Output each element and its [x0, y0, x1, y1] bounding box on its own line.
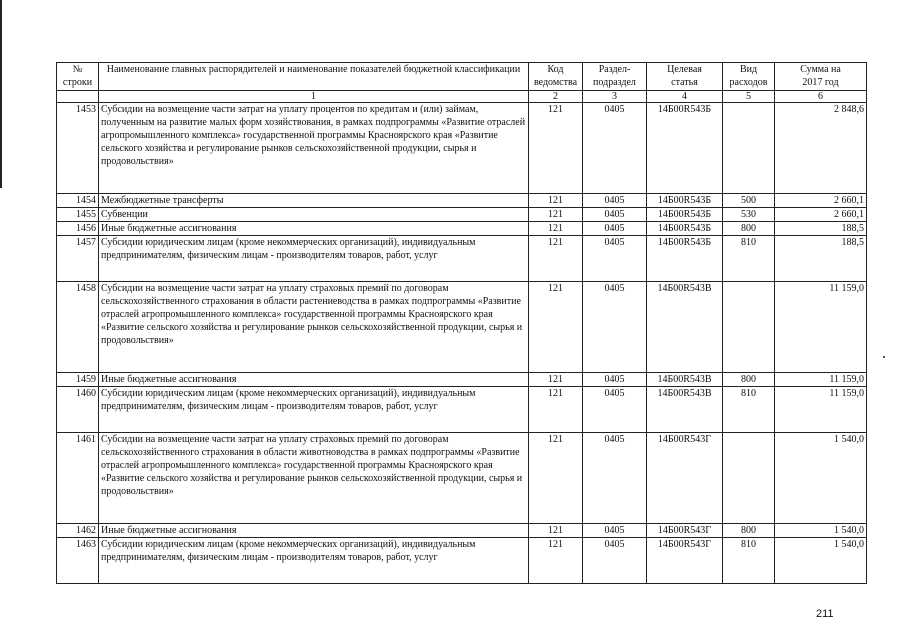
row-expense-type: 800 — [723, 222, 775, 236]
row-sum: 2 848,6 — [775, 103, 867, 194]
page-number: 211 — [816, 608, 834, 620]
table-row — [57, 524, 867, 538]
column-number: 3 — [583, 91, 647, 103]
row-section: 0405 — [583, 387, 647, 433]
row-number: 1457 — [57, 236, 99, 282]
row-section: 0405 — [583, 222, 647, 236]
row-sum: 11 159,0 — [775, 373, 867, 387]
table-row — [57, 433, 867, 524]
header-expense-type: Вид расходов — [723, 63, 775, 91]
row-department-code: 121 — [529, 282, 583, 373]
table-row — [57, 194, 867, 208]
row-target-item: 14Б00R543Г — [647, 538, 723, 584]
row-target-item: 14Б00R543В — [647, 387, 723, 433]
row-department-code: 121 — [529, 222, 583, 236]
header-sum: Сумма на 2017 год — [775, 63, 867, 91]
row-section: 0405 — [583, 236, 647, 282]
row-number: 1463 — [57, 538, 99, 584]
row-section: 0405 — [583, 194, 647, 208]
row-department-code: 121 — [529, 538, 583, 584]
row-target-item: 14Б00R543Г — [647, 524, 723, 538]
row-name: Иные бюджетные ассигнования — [99, 373, 529, 387]
row-expense-type — [723, 433, 775, 524]
scan-edge-mark — [0, 0, 2, 188]
row-department-code: 121 — [529, 103, 583, 194]
row-name: Субвенции — [99, 208, 529, 222]
row-number: 1461 — [57, 433, 99, 524]
column-number: 6 — [775, 91, 867, 103]
header-row-number: № строки — [57, 63, 99, 91]
row-number: 1462 — [57, 524, 99, 538]
row-sum: 188,5 — [775, 236, 867, 282]
row-target-item: 14Б00R543Б — [647, 208, 723, 222]
header-target-item: Целевая статья — [647, 63, 723, 91]
row-target-item: 14Б00R543В — [647, 373, 723, 387]
row-department-code: 121 — [529, 373, 583, 387]
header-department-code: Код ведомства — [529, 63, 583, 91]
table-row — [57, 236, 867, 282]
row-expense-type: 810 — [723, 236, 775, 282]
row-department-code: 121 — [529, 433, 583, 524]
column-number-row — [57, 91, 867, 103]
header-name: Наименование главных распорядителей и наименование показателей бюджетной классификации — [99, 63, 529, 91]
row-expense-type: 800 — [723, 373, 775, 387]
row-target-item: 14Б00R543Б — [647, 222, 723, 236]
row-sum: 188,5 — [775, 222, 867, 236]
row-expense-type — [723, 103, 775, 194]
column-number: 1 — [99, 91, 529, 103]
table-row — [57, 103, 867, 194]
row-section: 0405 — [583, 433, 647, 524]
row-expense-type: 810 — [723, 387, 775, 433]
row-sum: 1 540,0 — [775, 524, 867, 538]
column-number: 2 — [529, 91, 583, 103]
scan-speck — [883, 356, 885, 358]
row-name: Иные бюджетные ассигнования — [99, 222, 529, 236]
row-expense-type: 530 — [723, 208, 775, 222]
row-number: 1454 — [57, 194, 99, 208]
row-section: 0405 — [583, 282, 647, 373]
table-row — [57, 387, 867, 433]
row-section: 0405 — [583, 208, 647, 222]
table-row — [57, 538, 867, 584]
row-number: 1460 — [57, 387, 99, 433]
row-name: Субсидии на возмещение части затрат на уплату страховых премий по договорам сельскохозяйственного страхования в области растениеводства в рамках подпрограммы «Развитие отраслей агропромышленного комплекса» государственной программы Красноярского края «Развитие сельского хозяйства и регулирование рынков сельскохозяйственной продукции, сырья и продовольствия» — [99, 282, 529, 373]
row-department-code: 121 — [529, 524, 583, 538]
row-name: Межбюджетные трансферты — [99, 194, 529, 208]
column-number-blank — [57, 91, 99, 103]
row-name: Субсидии на возмещение части затрат на уплату страховых премий по договорам сельскохозяйственного страхования в области животноводства в рамках подпрограммы «Развитие отраслей агропромышленного комплекса» государственной программы Красноярского края «Развитие сельского хозяйства и регулирование рынков сельскохозяйственной продукции, сырья и продовольствия» — [99, 433, 529, 524]
row-section: 0405 — [583, 373, 647, 387]
row-name: Субсидии юридическим лицам (кроме некоммерческих организаций), индивидуальным предпринимателям, физическим лицам - производителям товаров, работ, услуг — [99, 236, 529, 282]
table-header-row — [57, 63, 867, 91]
column-number: 5 — [723, 91, 775, 103]
row-sum: 1 540,0 — [775, 538, 867, 584]
row-number: 1453 — [57, 103, 99, 194]
row-sum: 2 660,1 — [775, 208, 867, 222]
row-sum: 2 660,1 — [775, 194, 867, 208]
row-name: Субсидии юридическим лицам (кроме некоммерческих организаций), индивидуальным предпринимателям, физическим лицам - производителям товаров, работ, услуг — [99, 387, 529, 433]
row-target-item: 14Б00R543Б — [647, 103, 723, 194]
row-department-code: 121 — [529, 208, 583, 222]
budget-table — [56, 62, 867, 584]
table-row — [57, 373, 867, 387]
row-sum: 11 159,0 — [775, 282, 867, 373]
row-name: Субсидии на возмещение части затрат на уплату процентов по кредитам и (или) займам, полученным на развитие малых форм хозяйствования, в рамках подпрограммы «Развитие отраслей агропромышленного комплекса» государственной программы Красноярского края «Развитие сельского хозяйства и регулирование рынков сельскохозяйственной продукции, сырья и продовольствия» — [99, 103, 529, 194]
row-target-item: 14Б00R543Г — [647, 433, 723, 524]
row-name: Субсидии юридическим лицам (кроме некоммерческих организаций), индивидуальным предпринимателям, физическим лицам - производителям товаров, работ, услуг — [99, 538, 529, 584]
column-number: 4 — [647, 91, 723, 103]
row-target-item: 14Б00R543Б — [647, 236, 723, 282]
row-expense-type: 810 — [723, 538, 775, 584]
row-section: 0405 — [583, 524, 647, 538]
row-expense-type — [723, 282, 775, 373]
row-target-item: 14Б00R543Б — [647, 194, 723, 208]
row-department-code: 121 — [529, 194, 583, 208]
row-expense-type: 500 — [723, 194, 775, 208]
row-name: Иные бюджетные ассигнования — [99, 524, 529, 538]
table-row — [57, 282, 867, 373]
row-department-code: 121 — [529, 236, 583, 282]
table-row — [57, 222, 867, 236]
header-section: Раздел- подраздел — [583, 63, 647, 91]
row-number: 1458 — [57, 282, 99, 373]
row-sum: 11 159,0 — [775, 387, 867, 433]
row-section: 0405 — [583, 538, 647, 584]
row-number: 1459 — [57, 373, 99, 387]
table-row — [57, 208, 867, 222]
row-number: 1456 — [57, 222, 99, 236]
row-number: 1455 — [57, 208, 99, 222]
row-expense-type: 800 — [723, 524, 775, 538]
row-sum: 1 540,0 — [775, 433, 867, 524]
row-department-code: 121 — [529, 387, 583, 433]
row-target-item: 14Б00R543В — [647, 282, 723, 373]
row-section: 0405 — [583, 103, 647, 194]
